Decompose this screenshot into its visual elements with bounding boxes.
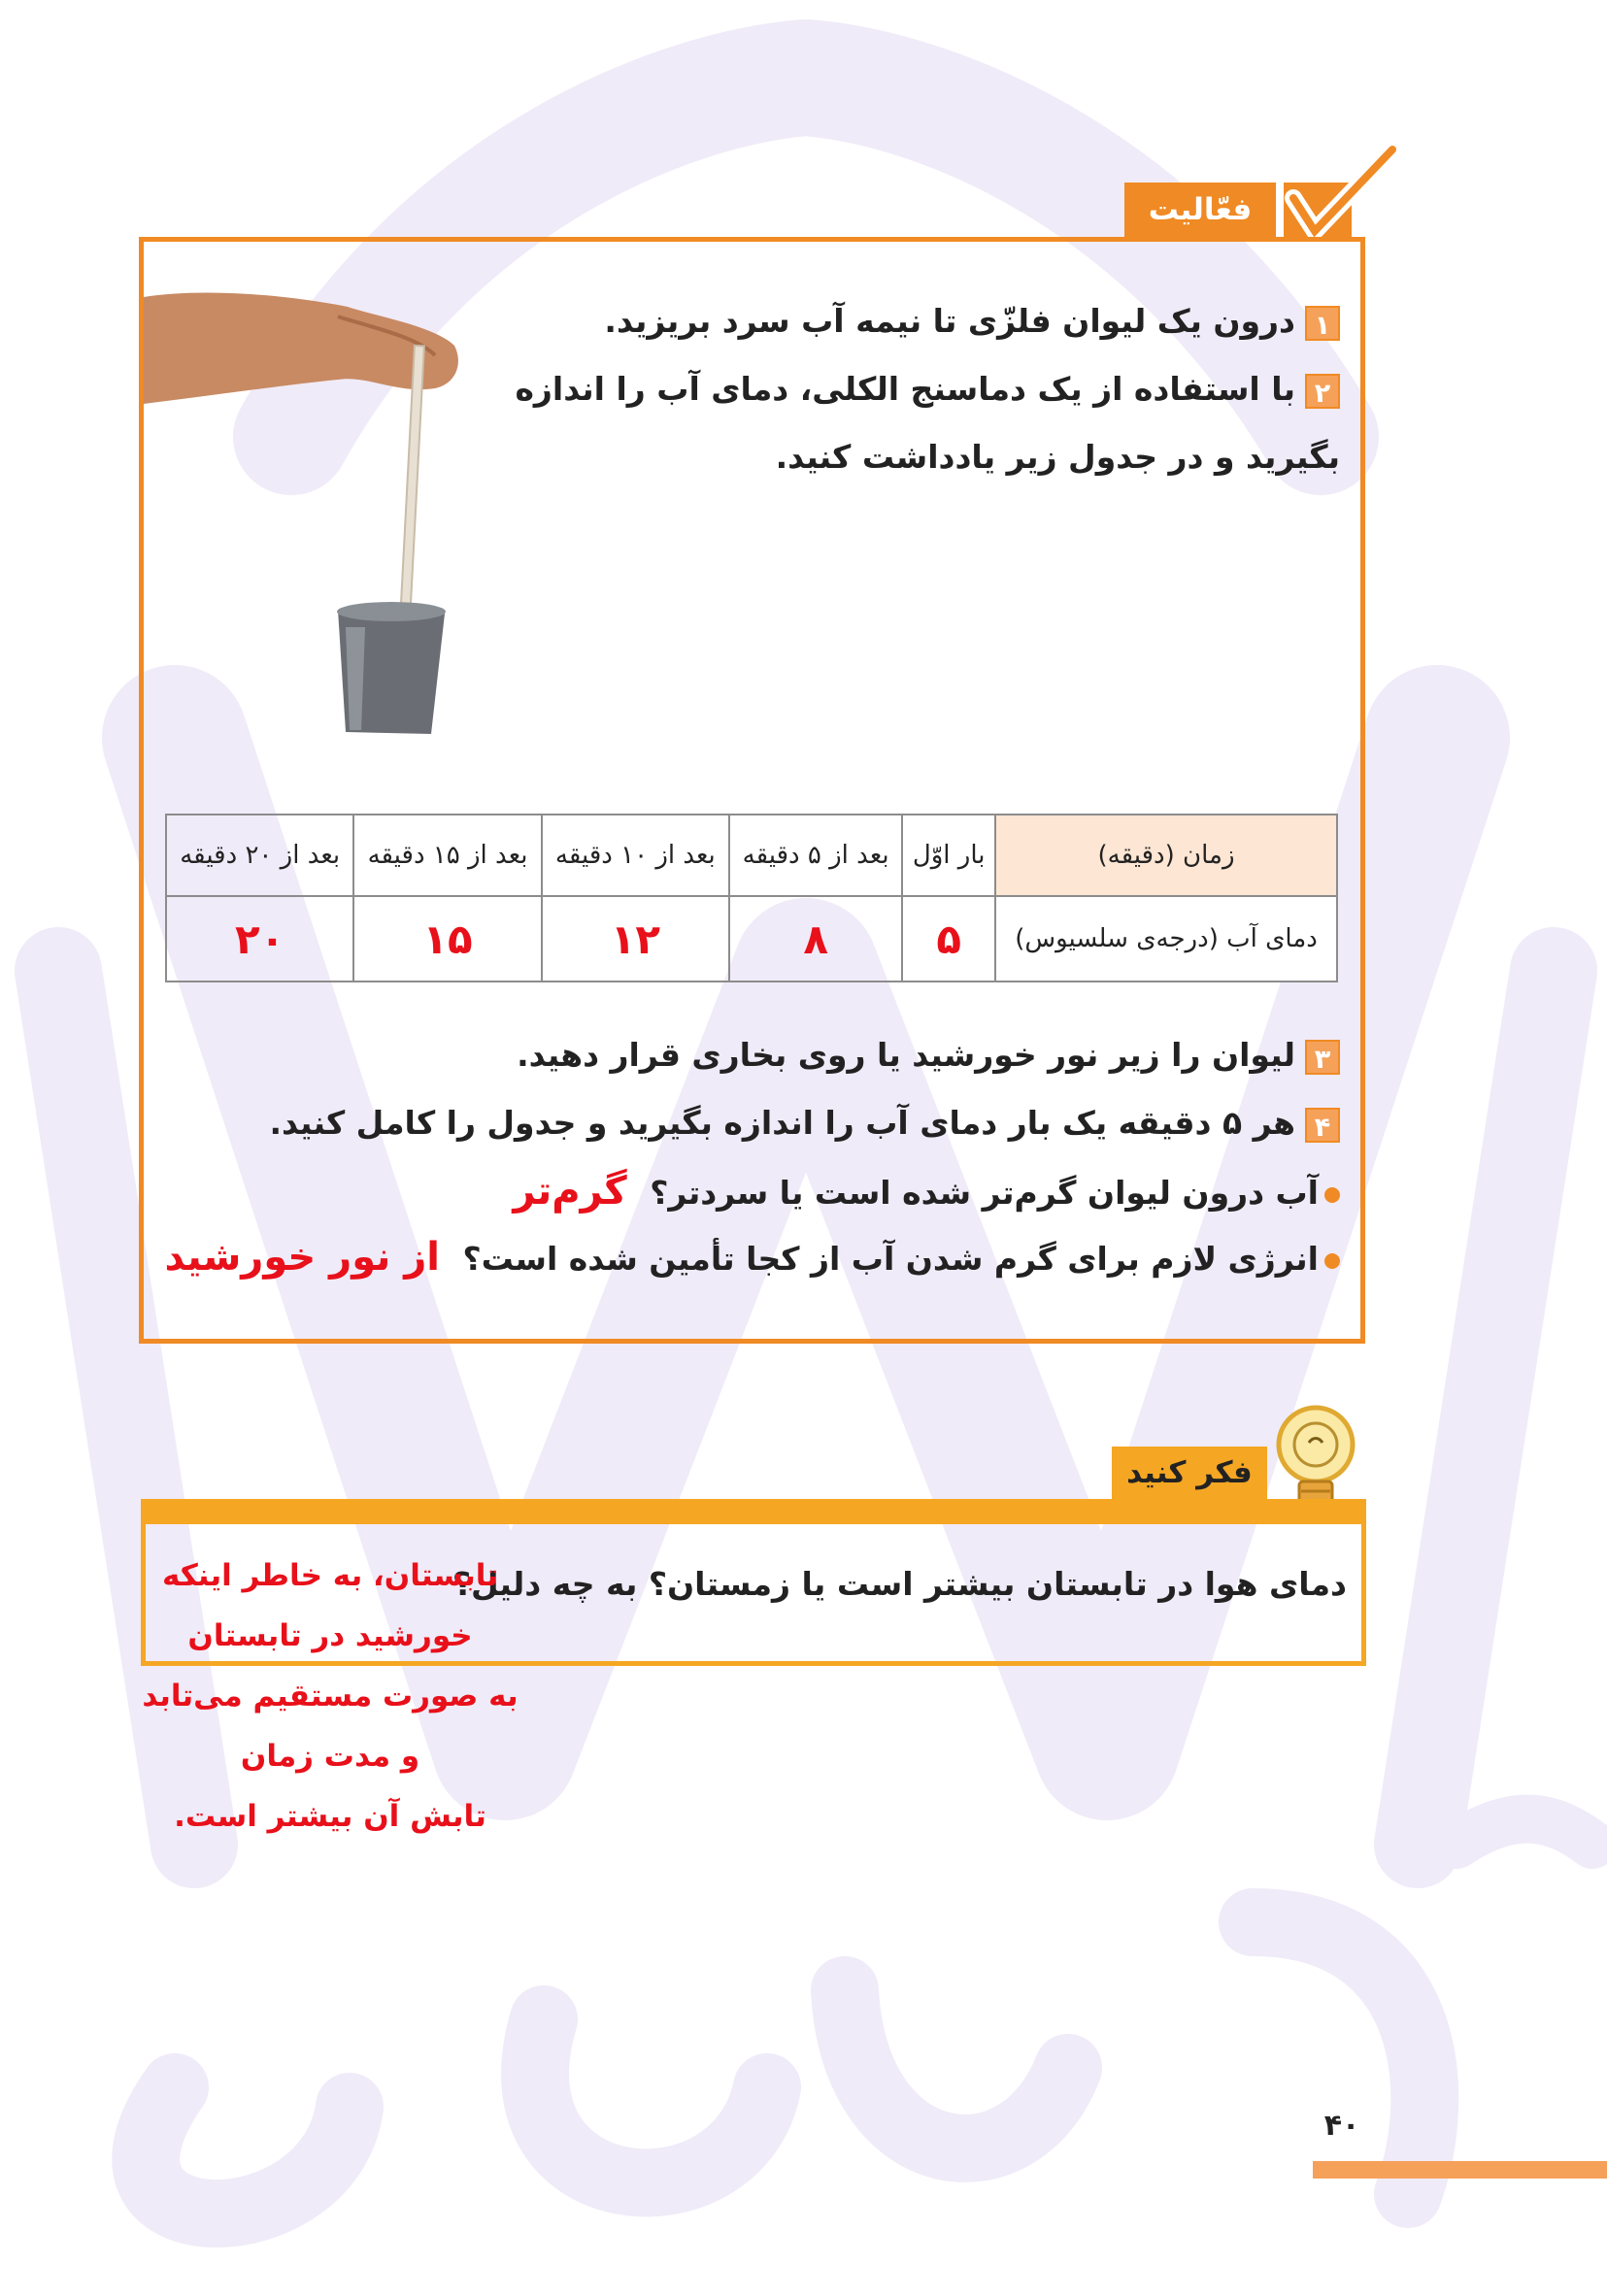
- question-2: انرژی لازم برای گرم شدن آب از کجا تأمین شده است؟ از نور خورشید: [165, 1233, 1340, 1283]
- table-row: [166, 896, 1337, 982]
- think-header: فکر کنید: [1112, 1447, 1267, 1499]
- bullet-icon: [1324, 1187, 1340, 1203]
- table-header-cell: بار اوّل: [902, 815, 995, 896]
- table-value-cell: ۸: [729, 896, 902, 982]
- step-4: ۴هر ۵ دقیقه یک بار دمای آب را اندازه بگیرید و جدول را کامل کنید.: [269, 1099, 1340, 1148]
- table-row: [166, 815, 1337, 896]
- table-header-cell: بعد از ۲۰ دقیقه: [166, 815, 353, 896]
- temperature-table: [165, 814, 1338, 982]
- step-3: ۳لیوان را زیر نور خورشید یا روی بخاری قرار دهید.: [517, 1031, 1340, 1080]
- step-number-4: ۴: [1305, 1108, 1340, 1143]
- activity-header: فعّالیت: [1124, 183, 1276, 237]
- table-header-cell: بعد از ۱۰ دقیقه: [542, 815, 729, 896]
- table-header-cell: بعد از ۱۵ دقیقه: [353, 815, 541, 896]
- table-header-label: زمان (دقیقه): [995, 815, 1337, 896]
- step-1: ۱درون یک لیوان فلزّی تا نیمه آب سرد بریزید.: [604, 297, 1340, 346]
- step-number-1: ۱: [1305, 306, 1340, 341]
- table-value-cell: ۱۲: [542, 896, 729, 982]
- step-2: ۲با استفاده از یک دماسنج الکلی، دمای آب را اندازه: [515, 365, 1340, 414]
- step-number-3: ۳: [1305, 1040, 1340, 1075]
- bullet-icon: [1324, 1253, 1340, 1269]
- table-row-label: دمای آب (درجه‌ی سلسیوس): [995, 896, 1337, 982]
- hand-thermometer-cup-image: [144, 287, 464, 744]
- think-answer: تابستان، به خاطر اینکه خورشید در تابستان به صورت مستقیم می‌تابد و مدت زمان تابش آن بیشتر است.: [142, 1558, 519, 1834]
- question-1: آب درون لیوان گرم‌تر شده است یا سردتر؟ گرم‌تر: [513, 1167, 1340, 1217]
- page-number: ۴۰: [1323, 2109, 1360, 2143]
- answer-1: گرم‌تر: [513, 1169, 627, 1214]
- checkmark-icon: [1280, 142, 1398, 239]
- step-2-cont: بگیرید و در جدول زیر یادداشت کنید.: [775, 438, 1340, 476]
- think-question: دمای هوا در تابستان بیشتر است یا زمستان؟ به چه دلیل؟: [452, 1565, 1347, 1603]
- table-header-cell: بعد از ۵ دقیقه: [729, 815, 902, 896]
- step-number-2: ۲: [1305, 374, 1340, 409]
- table-value-cell: ۵: [902, 896, 995, 982]
- page-number-bar: [1313, 2161, 1607, 2179]
- answer-2: از نور خورشید: [164, 1235, 440, 1280]
- table-value-cell: ۲۰: [166, 896, 353, 982]
- table-value-cell: ۱۵: [353, 896, 541, 982]
